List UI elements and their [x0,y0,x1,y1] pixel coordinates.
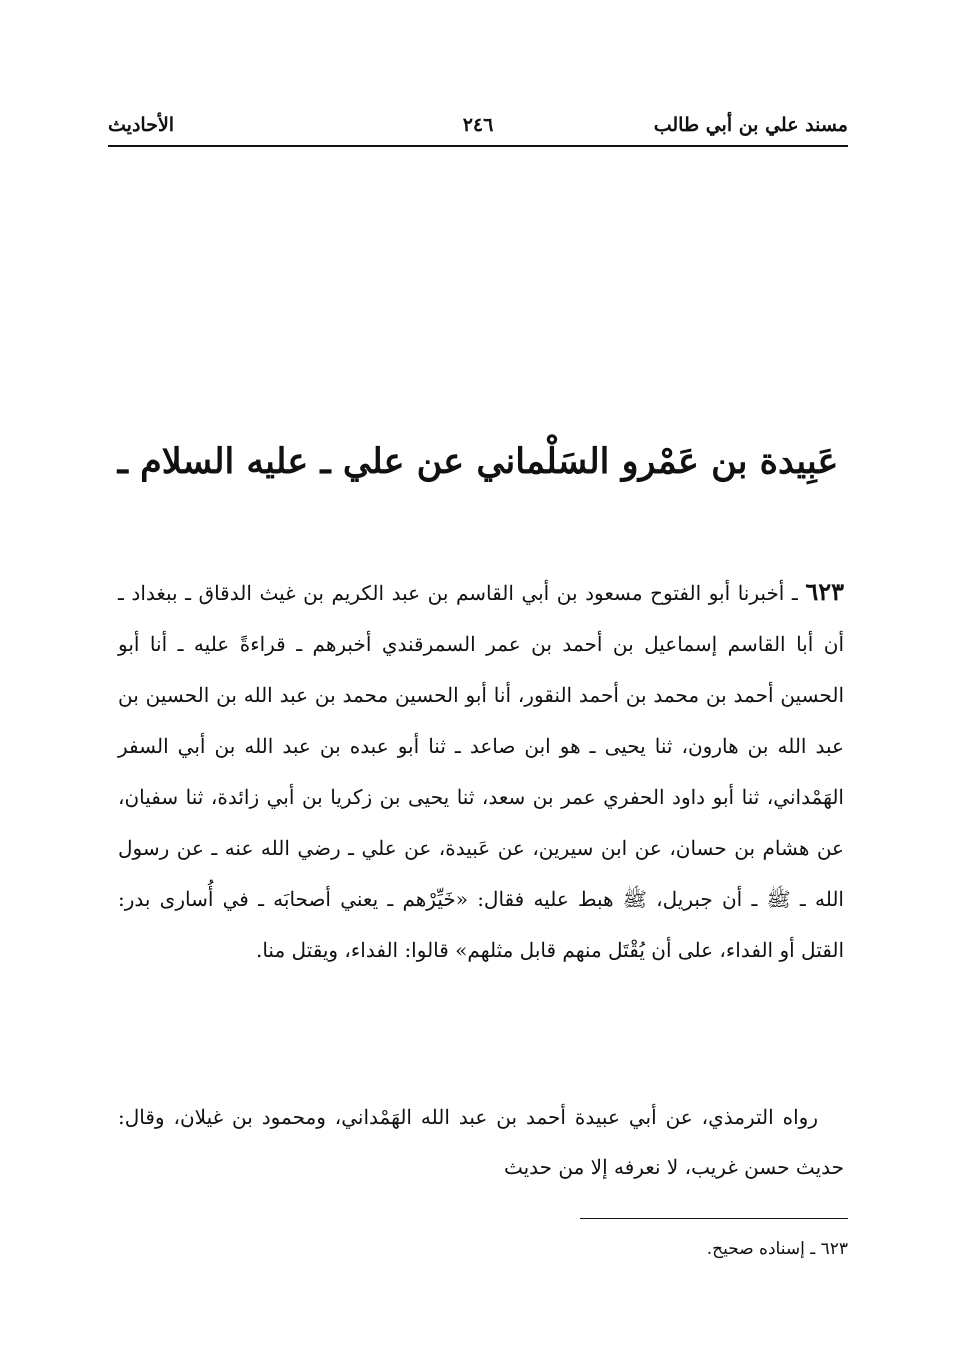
book-title: مسند علي بن أبي طالب [653,114,848,136]
page-number: ٢٤٦ [462,114,494,136]
hadith-paragraph [118,566,844,976]
footnote: ٦٢٣ ـ إسناده صحيح. [706,1239,848,1259]
running-header [108,110,848,146]
hadith-number: ٦٢٣ [805,577,844,606]
section-name: الأحاديث [108,114,175,136]
chapter-title: عَبِيدة بن عَمْرو السَلْماني عن علي ـ عليه السلام ـ [117,441,839,482]
footnote-divider [580,1218,848,1219]
hadith-text: ـ أخبرنا أبو الفتوح مسعود بن أبي القاسم بن عبد الكريم بن غيث الدقاق ـ ببغداد ـ أن أبا القاسم إسماعيل بن أحمد بن عمر السمرقندي أخبرهم ـ قراءةً عليه ـ أنا أبو الحسين أحمد بن محمد بن أحمد النقور، أنا أبو الحسين محمد بن عبد الله بن الحسين بن عبد الله بن هارون، ثنا يحيى ـ هو ابن صاعد ـ ثنا أبو عبده بن عبد الله بن أبي السفر الهَمْداني، ثنا أبو داود الحفري عمر بن سعد، ثنا يحيى بن زكريا بن أبي زائدة، ثنا سفيان، عن هشام بن حسان، عن ابن سيرين، عن عَبيدة، عن علي ـ رضي الله عنه ـ عن رسول الله ـ ﷺ ـ أن جبريل، ﷺ هبط عليه فقال: «خَيِّرْهم ـ يعني أصحابَه ـ في أُسارى بدر: القتل أو الفداء، على أن يُقْتَل منهم قابل مثلهم» قالوا: الفداء، ويقتل منا. [118,581,844,962]
header-divider [108,145,848,147]
commentary-paragraph: رواه الترمذي، عن أبي عبيدة أحمد بن عبد الله الهَمْداني، ومحمود بن غيلان، وقال: حديث حسن غريب، لا نعرفه إلا من حديث [118,1105,844,1179]
